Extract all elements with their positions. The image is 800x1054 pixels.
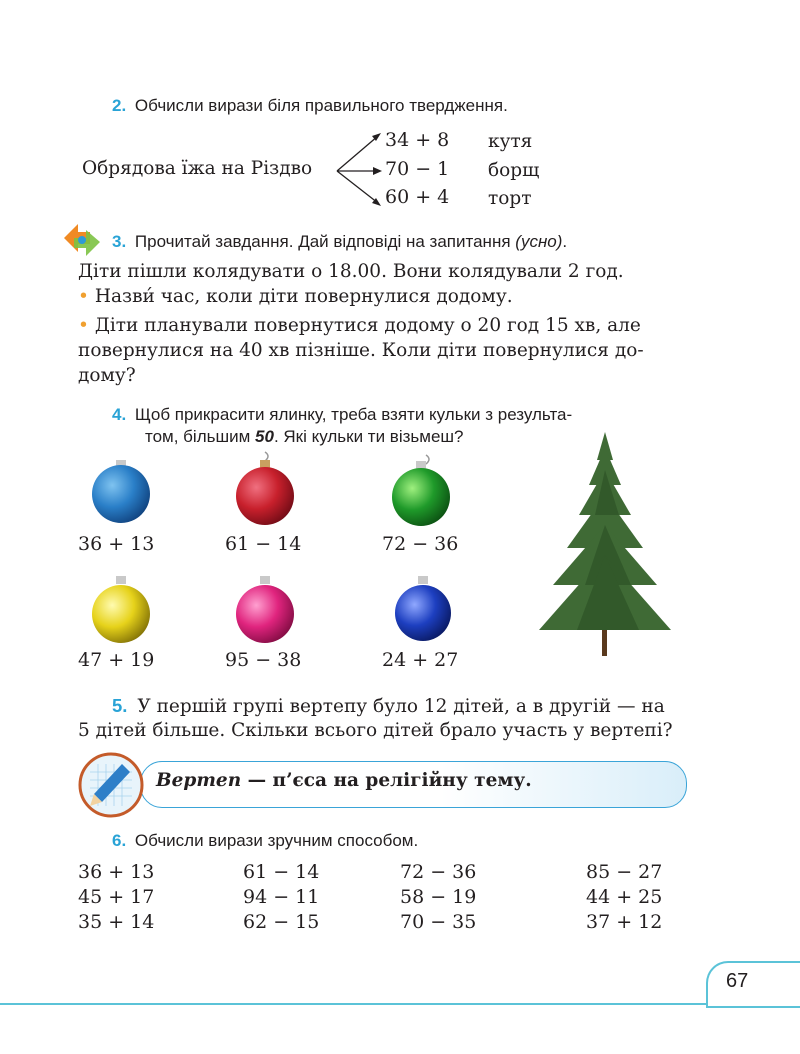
task-3-heading bbox=[112, 231, 567, 253]
task-6-expr: 70 − 35 bbox=[400, 911, 477, 933]
task-6-heading bbox=[112, 830, 418, 852]
task-3-bullet-2-line-2: повернулися на 40 хв пізніше. Коли діти повернулися до- bbox=[78, 340, 644, 361]
task-6-expr: 45 + 17 bbox=[78, 886, 155, 908]
task-5-line-2: 5 дітей більше. Скільки всього дітей брало участь у вертепі? bbox=[78, 720, 673, 741]
task-6-number: 6. bbox=[112, 831, 127, 850]
task-3-text-italic: (усно) bbox=[515, 232, 563, 251]
task-6-expr: 35 + 14 bbox=[78, 911, 155, 933]
task-2-label: Обрядова їжа на Різдво bbox=[82, 158, 313, 179]
page-number-tab bbox=[706, 961, 800, 1008]
task-4-text-1: Щоб прикрасити ялинку, треба взяти кульки з результа- bbox=[134, 405, 573, 424]
task-4-number: 4. bbox=[112, 405, 127, 424]
ornament-red[interactable] bbox=[234, 450, 296, 528]
task-2-text: Обчисли вирази біля правильного твердження. bbox=[134, 96, 508, 115]
pencil-notebook-icon bbox=[78, 752, 144, 818]
task-6-expr: 58 − 19 bbox=[400, 886, 477, 908]
definition-body: — п’єса на релігійну тему. bbox=[241, 770, 532, 791]
task-6-expr: 44 + 25 bbox=[586, 886, 663, 908]
task-3-text: Прочитай завдання. Дай відповіді на запитання bbox=[134, 232, 511, 251]
task-6-expr: 61 − 14 bbox=[243, 861, 320, 883]
ornament-expr-2: 61 − 14 bbox=[225, 533, 302, 555]
ornament-blue[interactable] bbox=[90, 458, 152, 526]
task-5-number: 5. bbox=[112, 695, 128, 716]
definition-term: Вертеп bbox=[156, 770, 242, 791]
task-2-number: 2. bbox=[112, 96, 127, 115]
task-3-bullet-1 bbox=[78, 284, 513, 309]
task-2-word-1: кутя bbox=[488, 131, 533, 152]
task-2-heading bbox=[112, 95, 508, 117]
ornament-expr-5: 95 − 38 bbox=[225, 649, 302, 671]
task-4-line-1 bbox=[112, 404, 572, 426]
fir-tree-image bbox=[535, 430, 675, 658]
task-2-word-2: борщ bbox=[488, 160, 540, 181]
task-6-expr: 72 − 36 bbox=[400, 861, 477, 883]
task-3-line-1: Діти пішли колядувати о 18.00. Вони колядували 2 год. bbox=[78, 261, 624, 282]
ornament-pink[interactable] bbox=[234, 572, 296, 648]
ornament-expr-6: 24 + 27 bbox=[382, 649, 459, 671]
ornament-yellow[interactable] bbox=[90, 572, 152, 648]
ornament-expr-1: 36 + 13 bbox=[78, 533, 155, 555]
task-3-number: 3. bbox=[112, 232, 127, 251]
task-6-expr: 37 + 12 bbox=[586, 911, 663, 933]
task-3-bullet-2 bbox=[78, 313, 641, 338]
task-5-line-1 bbox=[112, 693, 665, 719]
task-6-expr: 36 + 13 bbox=[78, 861, 155, 883]
ornament-dark-blue[interactable] bbox=[393, 572, 453, 646]
ornament-expr-4: 47 + 19 bbox=[78, 649, 155, 671]
task-2-expr-3: 60 + 4 bbox=[385, 186, 450, 208]
definition-text bbox=[156, 770, 532, 791]
footer-rule bbox=[0, 1003, 800, 1005]
task-6-expr: 62 − 15 bbox=[243, 911, 320, 933]
page-number: 67 bbox=[726, 970, 749, 992]
task-6-expr: 85 − 27 bbox=[586, 861, 663, 883]
ornament-green[interactable] bbox=[390, 453, 452, 529]
task-4-line-2 bbox=[145, 426, 464, 448]
task-2-word-3: торт bbox=[488, 188, 532, 209]
task-4-text-2a: том, більшим bbox=[145, 427, 256, 446]
task-6-expr: 94 − 11 bbox=[243, 886, 320, 908]
task-6-text: Обчисли вирази зручним способом. bbox=[134, 831, 419, 850]
bullet-dot: • bbox=[78, 315, 89, 336]
task-2-expr-2: 70 − 1 bbox=[385, 158, 450, 180]
task-4-bold-number: 50 bbox=[255, 427, 274, 446]
task-3-bullet-2-text: Діти планували повернутися додому о 20 год 15 хв, але bbox=[94, 315, 641, 336]
task-2-expr-1: 34 + 8 bbox=[385, 129, 450, 151]
bullet-dot: • bbox=[78, 286, 89, 307]
task-3-bullet-1-text: Назви́ час, коли діти повернулися додому. bbox=[94, 286, 513, 307]
task-3-bullet-2-line-3: дому? bbox=[78, 365, 136, 386]
task-5-text-1: У першій групі вертепу було 12 дітей, а в другій — на bbox=[137, 696, 665, 717]
task-3-text-end: . bbox=[562, 232, 568, 251]
task-4-text-2b: . Які кульки ти візьмеш? bbox=[273, 427, 464, 446]
cyclic-arrows-icon bbox=[62, 222, 102, 258]
ornament-expr-3: 72 − 36 bbox=[382, 533, 459, 555]
task-2-arrows bbox=[334, 130, 384, 210]
